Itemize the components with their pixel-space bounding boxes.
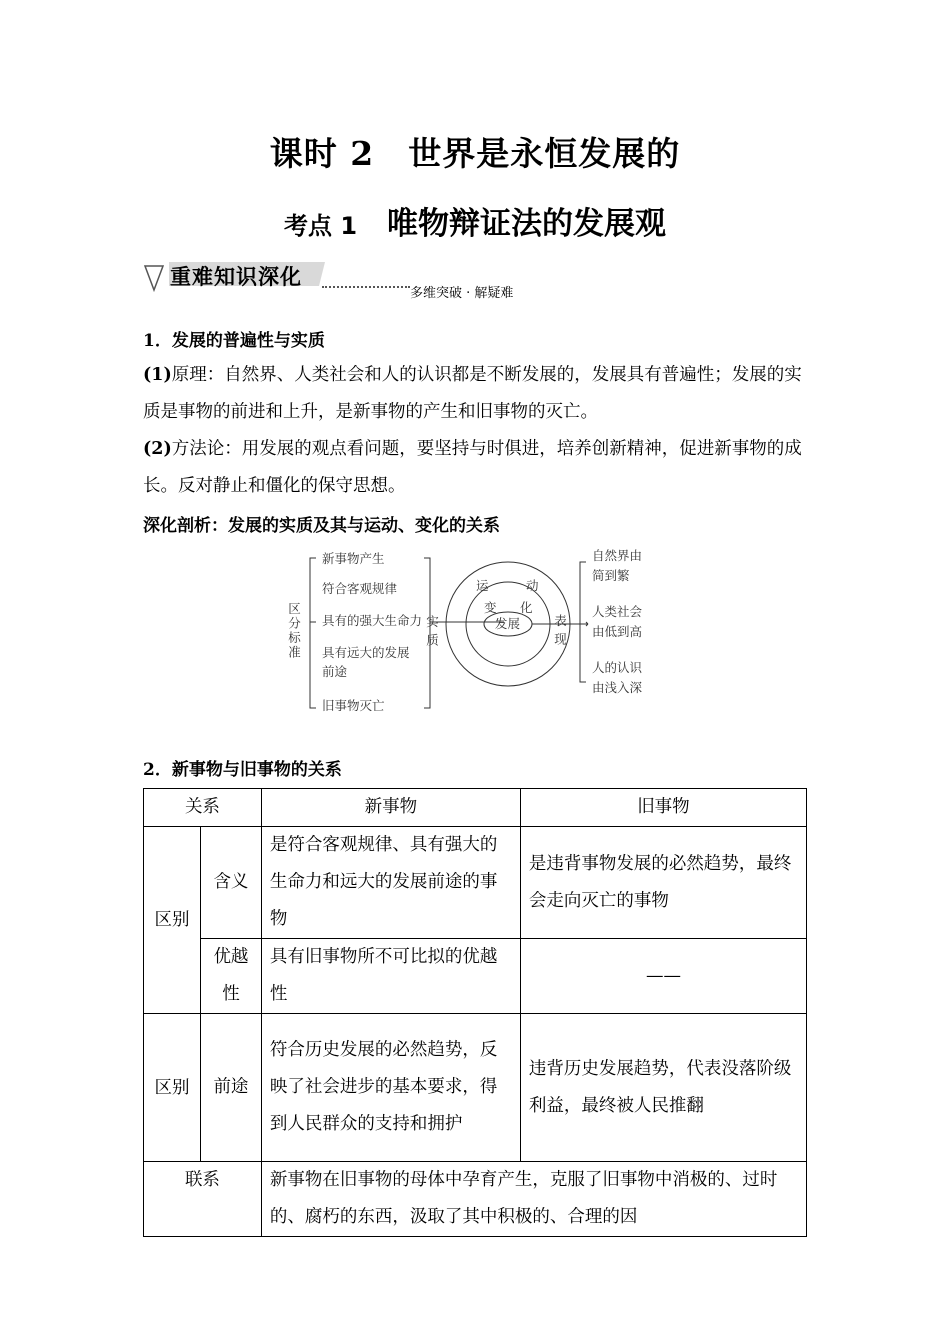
table-header: 关系 [144,789,262,827]
page-title: 课时 2 世界是永恒发展的 [269,134,681,173]
diagram-middle-label: 化 [520,600,533,615]
row-label: 联系 [144,1162,262,1237]
methodology-text: 方法论：用发展的观点看问题，要坚持与时俱进，培养创新精神，促进新事物的成长。反对静止和僵化的保守思想。 [143,439,802,496]
table-header: 旧事物 [520,789,806,827]
row-label: 优越性 [201,939,262,1014]
diagram-middle-label: 变 [484,600,497,615]
diagram-right-item: 由浅入深 [592,680,643,695]
table-cell: 是符合客观规律、具有强大的生命力和远大的发展前途的事物 [261,827,520,939]
development-diagram [286,540,670,720]
section-title [0,198,950,243]
banner-dots [322,286,410,288]
row-label: 含义 [201,827,262,939]
item-label: (1) [143,365,172,385]
diagram-left-label: 区分标准 [286,602,302,660]
section-heading: 1．发展的普遍性与实质 [143,331,325,351]
table-header: 新事物 [261,789,520,827]
methodology-paragraph [143,431,807,505]
table-cell: 是违背事物发展的必然趋势，最终会走向灭亡的事物 [520,827,806,939]
diagram-center-label: 发展 [495,616,521,631]
diagram-right-item: 自然界由 [592,548,643,563]
diagram-outer-label: 动 [526,578,539,593]
diagram-item: 具有的强大生命力 [322,613,423,628]
table-cell: —— [520,939,806,1014]
item-label: (2) [143,439,172,459]
relation-table [143,788,807,1237]
principle-paragraph [143,357,807,431]
banner-title: 重难知识深化 [170,265,302,289]
section-heading: 2．新事物与旧事物的关系 [143,760,342,780]
diagram-expression: 表现 [552,614,568,651]
row-label: 前途 [201,1014,262,1162]
table-cell: 符合历史发展的必然趋势，反映了社会进步的基本要求，得到人民群众的支持和拥护 [261,1014,520,1162]
banner-subtitle: 多维突破 · 解疑难 [410,286,514,301]
diagram-right-item: 简到繁 [592,568,630,583]
table-cell: 具有旧事物所不可比拟的优越性 [261,939,520,1014]
analysis-heading: 深化剖析：发展的实质及其与运动、变化的关系 [143,516,500,536]
group-label: 区别 [144,1014,201,1162]
diagram-item: 新事物产生 [322,551,385,566]
diagram-item: 旧事物灭亡 [322,698,385,713]
point-label: 考点 1 [283,212,358,240]
diagram-outer-label: 运 [476,578,489,593]
diagram-essence: 实质 [424,615,440,652]
diagram-right-item: 由低到高 [592,624,643,639]
table-cell: 违背历史发展趋势，代表没落阶级利益，最终被人民推翻 [520,1014,806,1162]
diagram-right-item: 人类社会 [592,604,643,619]
group-label: 区别 [144,827,201,1014]
principle-text: 原理：自然界、人类社会和人的认识都是不断发展的，发展具有普遍性；发展的实质是事物的前进和上升，是新事物的产生和旧事物的灭亡。 [143,365,802,422]
diagram-item: 符合客观规律 [322,581,398,596]
table-cell: 新事物在旧事物的母体中孕育产生，克服了旧事物中消极的、过时的、腐朽的东西，汲取了其中积极的、合理的因 [261,1162,806,1237]
diagram-item: 前途 [322,664,348,679]
diagram-item: 具有远大的发展 [322,645,410,660]
point-title: 唯物辩证法的发展观 [387,206,667,242]
diagram-right-item: 人的认识 [592,660,643,675]
